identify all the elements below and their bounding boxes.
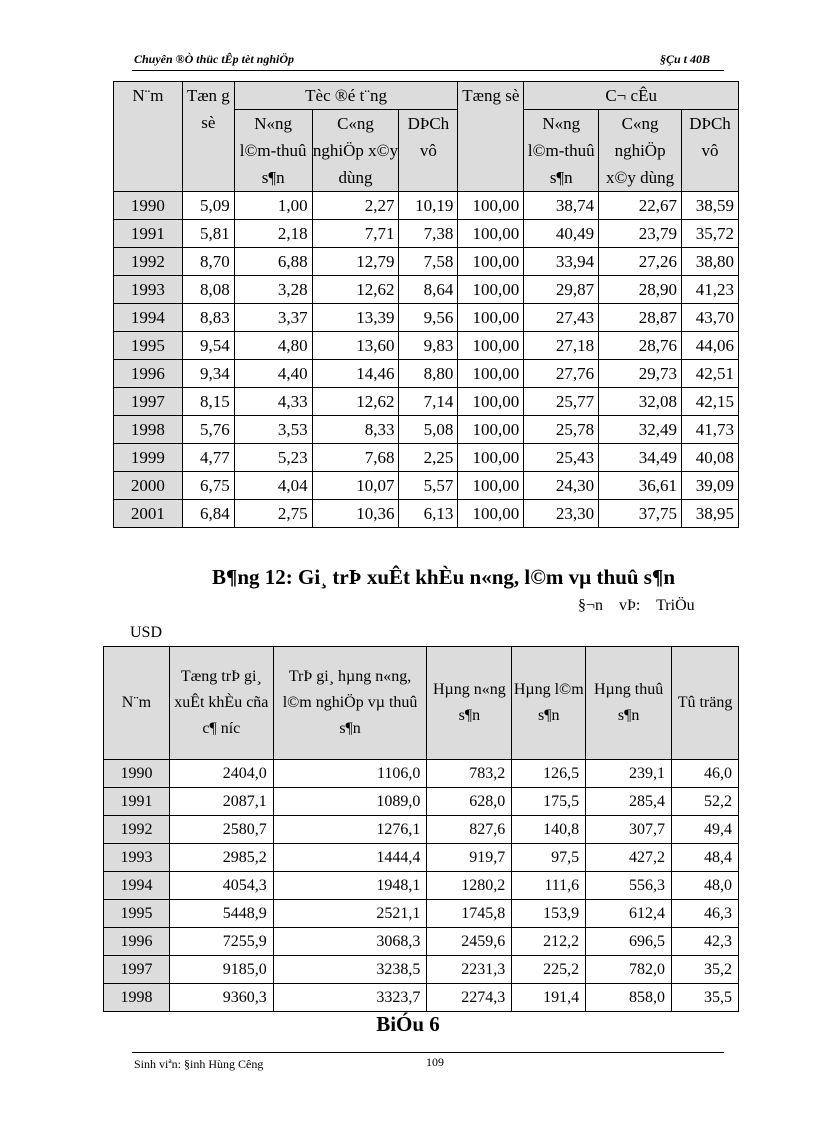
value-cell: 2,25 (399, 444, 458, 472)
col-total: Tæng sè (458, 82, 524, 192)
value-cell: 126,5 (512, 760, 586, 788)
value-cell: 111,6 (512, 872, 586, 900)
col-service-share: DÞCh vô (682, 110, 739, 192)
value-cell: 35,5 (672, 984, 739, 1012)
col-agri: N«ng l©m-thuû s¶n (234, 110, 312, 192)
value-cell: 8,70 (182, 248, 234, 276)
chart-label: BiÓu 6 (376, 1012, 440, 1036)
value-cell: 9,56 (399, 304, 458, 332)
col-agri-share: N«ng l©m-thuû s¶n (524, 110, 599, 192)
col-share: Tû träng (672, 647, 739, 760)
value-cell: 9185,0 (169, 956, 273, 984)
value-cell: 48,0 (672, 872, 739, 900)
value-cell: 191,4 (512, 984, 586, 1012)
value-cell: 97,5 (512, 844, 586, 872)
value-cell: 36,61 (599, 472, 682, 500)
growth-structure-table (113, 81, 739, 528)
value-cell: 782,0 (586, 956, 672, 984)
value-cell: 9,83 (399, 332, 458, 360)
value-cell: 29,73 (599, 360, 682, 388)
value-cell: 4,33 (234, 388, 312, 416)
value-cell: 25,77 (524, 388, 599, 416)
table-caption (212, 565, 675, 590)
header-title: Chuyên ®Ò thüc tÊp tèt nghiÖp (134, 52, 294, 66)
year-cell: 1998 (104, 984, 170, 1012)
year-cell: 1991 (114, 220, 183, 248)
value-cell: 13,39 (312, 304, 399, 332)
year-cell: 1991 (104, 788, 170, 816)
value-cell: 7,14 (399, 388, 458, 416)
value-cell: 25,43 (524, 444, 599, 472)
page-number: 109 (426, 1055, 444, 1069)
value-cell: 2,27 (312, 192, 399, 220)
col-agri-export: TrÞ gi¸ hµng n«ng, l©m nghiÖp vµ thuû s¶n (273, 647, 427, 760)
table-row (114, 360, 739, 388)
value-cell: 42,51 (682, 360, 739, 388)
value-cell: 427,2 (586, 844, 672, 872)
value-cell: 100,00 (458, 472, 524, 500)
value-cell: 23,30 (524, 500, 599, 528)
value-cell: 25,78 (524, 416, 599, 444)
value-cell: 27,18 (524, 332, 599, 360)
value-cell: 7255,9 (169, 928, 273, 956)
value-cell: 2,18 (234, 220, 312, 248)
table-row (114, 472, 739, 500)
col-group-structure: C¬ cÊu (524, 82, 739, 110)
value-cell: 5448,9 (169, 900, 273, 928)
header-class: §Çu t 40B (659, 52, 710, 66)
year-cell: 1998 (114, 416, 183, 444)
value-cell: 9360,3 (169, 984, 273, 1012)
col-total-export: Tæng trÞ gi¸ xuÊt khÈu cña c¶ níc (169, 647, 273, 760)
value-cell: 7,38 (399, 220, 458, 248)
value-cell: 1276,1 (273, 816, 427, 844)
value-cell: 8,15 (182, 388, 234, 416)
value-cell: 5,81 (182, 220, 234, 248)
value-cell: 13,60 (312, 332, 399, 360)
value-cell: 49,4 (672, 816, 739, 844)
table-row (104, 816, 739, 844)
value-cell: 12,62 (312, 388, 399, 416)
page-footer (132, 1052, 724, 1071)
value-cell: 52,2 (672, 788, 739, 816)
year-cell: 1997 (104, 956, 170, 984)
page-header (132, 50, 724, 71)
table-row (104, 900, 739, 928)
value-cell: 100,00 (458, 388, 524, 416)
col-group-growth: Tèc ®é t¨ng (234, 82, 458, 110)
col-year: N¨m (104, 647, 170, 760)
value-cell: 38,74 (524, 192, 599, 220)
value-cell: 2521,1 (273, 900, 427, 928)
value-cell: 14,46 (312, 360, 399, 388)
value-cell: 7,71 (312, 220, 399, 248)
value-cell: 41,73 (682, 416, 739, 444)
value-cell: 5,57 (399, 472, 458, 500)
value-cell: 38,95 (682, 500, 739, 528)
value-cell: 22,67 (599, 192, 682, 220)
value-cell: 8,08 (182, 276, 234, 304)
value-cell: 6,13 (399, 500, 458, 528)
table-row (114, 500, 739, 528)
year-cell: 1994 (104, 872, 170, 900)
value-cell: 12,62 (312, 276, 399, 304)
value-cell: 8,33 (312, 416, 399, 444)
value-cell: 40,08 (682, 444, 739, 472)
table-row (104, 788, 739, 816)
value-cell: 3,53 (234, 416, 312, 444)
value-cell: 2459,6 (427, 928, 512, 956)
value-cell: 27,43 (524, 304, 599, 332)
col-forest-products: Hµng l©m s¶n (512, 647, 586, 760)
col-industry: C«ng nghiÖp x©y dùng (312, 110, 399, 192)
value-cell: 39,09 (682, 472, 739, 500)
value-cell: 827,6 (427, 816, 512, 844)
value-cell: 628,0 (427, 788, 512, 816)
year-cell: 1995 (114, 332, 183, 360)
value-cell: 2404,0 (169, 760, 273, 788)
value-cell: 42,15 (682, 388, 739, 416)
value-cell: 8,80 (399, 360, 458, 388)
footer-student: Sinh viªn: §inh Hùng Cêng (134, 1057, 264, 1071)
value-cell: 12,79 (312, 248, 399, 276)
table-row (114, 220, 739, 248)
value-cell: 783,2 (427, 760, 512, 788)
value-cell: 24,30 (524, 472, 599, 500)
year-cell: 1993 (114, 276, 183, 304)
value-cell: 919,7 (427, 844, 512, 872)
year-cell: 1996 (114, 360, 183, 388)
value-cell: 3,28 (234, 276, 312, 304)
year-cell: 1994 (114, 304, 183, 332)
year-cell: 1990 (114, 192, 183, 220)
value-cell: 239,1 (586, 760, 672, 788)
value-cell: 2087,1 (169, 788, 273, 816)
table-row (114, 192, 739, 220)
value-cell: 3,37 (234, 304, 312, 332)
value-cell: 38,80 (682, 248, 739, 276)
value-cell: 10,36 (312, 500, 399, 528)
value-cell: 2580,7 (169, 816, 273, 844)
value-cell: 10,07 (312, 472, 399, 500)
value-cell: 1280,2 (427, 872, 512, 900)
value-cell: 35,72 (682, 220, 739, 248)
col-growth: Tæn g sè (182, 82, 234, 192)
table-row (114, 276, 739, 304)
table-row (104, 984, 739, 1012)
year-cell: 1995 (104, 900, 170, 928)
value-cell: 5,76 (182, 416, 234, 444)
table-row (104, 872, 739, 900)
value-cell: 32,49 (599, 416, 682, 444)
value-cell: 5,09 (182, 192, 234, 220)
value-cell: 8,64 (399, 276, 458, 304)
year-cell: 2000 (114, 472, 183, 500)
value-cell: 212,2 (512, 928, 586, 956)
col-fish-products: Hµng thuû s¶n (586, 647, 672, 760)
col-industry-share: C«ng nghiÖp x©y dùng (599, 110, 682, 192)
year-cell: 1990 (104, 760, 170, 788)
value-cell: 307,7 (586, 816, 672, 844)
value-cell: 2,75 (234, 500, 312, 528)
value-cell: 100,00 (458, 444, 524, 472)
value-cell: 1089,0 (273, 788, 427, 816)
value-cell: 27,26 (599, 248, 682, 276)
value-cell: 696,5 (586, 928, 672, 956)
export-table (103, 646, 739, 1012)
value-cell: 42,3 (672, 928, 739, 956)
value-cell: 285,4 (586, 788, 672, 816)
table-row (104, 760, 739, 788)
value-cell: 3238,5 (273, 956, 427, 984)
year-cell: 1997 (114, 388, 183, 416)
value-cell: 153,9 (512, 900, 586, 928)
value-cell: 100,00 (458, 276, 524, 304)
value-cell: 5,23 (234, 444, 312, 472)
col-service: DÞCh vô (399, 110, 458, 192)
value-cell: 46,3 (672, 900, 739, 928)
year-cell: 1999 (114, 444, 183, 472)
value-cell: 35,2 (672, 956, 739, 984)
value-cell: 10,19 (399, 192, 458, 220)
table-row (114, 388, 739, 416)
table-row (104, 844, 739, 872)
value-cell: 6,84 (182, 500, 234, 528)
value-cell: 34,49 (599, 444, 682, 472)
value-cell: 4,04 (234, 472, 312, 500)
value-cell: 1444,4 (273, 844, 427, 872)
value-cell: 100,00 (458, 360, 524, 388)
value-cell: 100,00 (458, 304, 524, 332)
value-cell: 4,80 (234, 332, 312, 360)
value-cell: 100,00 (458, 192, 524, 220)
value-cell: 48,4 (672, 844, 739, 872)
value-cell: 556,3 (586, 872, 672, 900)
value-cell: 33,94 (524, 248, 599, 276)
value-cell: 1106,0 (273, 760, 427, 788)
value-cell: 8,83 (182, 304, 234, 332)
value-cell: 43,70 (682, 304, 739, 332)
value-cell: 100,00 (458, 332, 524, 360)
value-cell: 1,00 (234, 192, 312, 220)
value-cell: 29,87 (524, 276, 599, 304)
value-cell: 2985,2 (169, 844, 273, 872)
value-cell: 2274,3 (427, 984, 512, 1012)
value-cell: 100,00 (458, 220, 524, 248)
value-cell: 9,54 (182, 332, 234, 360)
value-cell: 140,8 (512, 816, 586, 844)
value-cell: 100,00 (458, 416, 524, 444)
year-cell: 1992 (104, 816, 170, 844)
unit-line-1: §¬n vÞ: TriÖu (578, 597, 695, 614)
value-cell: 46,0 (672, 760, 739, 788)
year-cell: 1993 (104, 844, 170, 872)
value-cell: 28,87 (599, 304, 682, 332)
value-cell: 23,79 (599, 220, 682, 248)
value-cell: 41,23 (682, 276, 739, 304)
caption-text: : Gi¸ trÞ xuÊt khÈu n«ng, l©m vµ thuû s¶n (285, 565, 675, 589)
value-cell: 3323,7 (273, 984, 427, 1012)
unit-line-2: USD (130, 624, 163, 641)
col-agri-products: Hµng n«ng s¶n (427, 647, 512, 760)
value-cell: 4054,3 (169, 872, 273, 900)
value-cell: 2231,3 (427, 956, 512, 984)
table-row (104, 928, 739, 956)
table-row (114, 304, 739, 332)
value-cell: 3068,3 (273, 928, 427, 956)
col-year: N¨m (114, 82, 183, 192)
value-cell: 1948,1 (273, 872, 427, 900)
value-cell: 28,76 (599, 332, 682, 360)
value-cell: 38,59 (682, 192, 739, 220)
value-cell: 1745,8 (427, 900, 512, 928)
value-cell: 9,34 (182, 360, 234, 388)
table-row (114, 444, 739, 472)
caption-label: B¶ng 12 (212, 565, 286, 589)
value-cell: 44,06 (682, 332, 739, 360)
table-row (114, 416, 739, 444)
year-cell: 1996 (104, 928, 170, 956)
value-cell: 6,75 (182, 472, 234, 500)
table-row (114, 248, 739, 276)
year-cell: 1992 (114, 248, 183, 276)
value-cell: 4,40 (234, 360, 312, 388)
value-cell: 28,90 (599, 276, 682, 304)
value-cell: 100,00 (458, 500, 524, 528)
table-row (114, 332, 739, 360)
value-cell: 100,00 (458, 248, 524, 276)
table-row (104, 956, 739, 984)
value-cell: 40,49 (524, 220, 599, 248)
value-cell: 5,08 (399, 416, 458, 444)
value-cell: 175,5 (512, 788, 586, 816)
value-cell: 858,0 (586, 984, 672, 1012)
value-cell: 7,68 (312, 444, 399, 472)
value-cell: 612,4 (586, 900, 672, 928)
year-cell: 2001 (114, 500, 183, 528)
value-cell: 37,75 (599, 500, 682, 528)
value-cell: 4,77 (182, 444, 234, 472)
value-cell: 32,08 (599, 388, 682, 416)
value-cell: 7,58 (399, 248, 458, 276)
value-cell: 27,76 (524, 360, 599, 388)
value-cell: 225,2 (512, 956, 586, 984)
value-cell: 6,88 (234, 248, 312, 276)
